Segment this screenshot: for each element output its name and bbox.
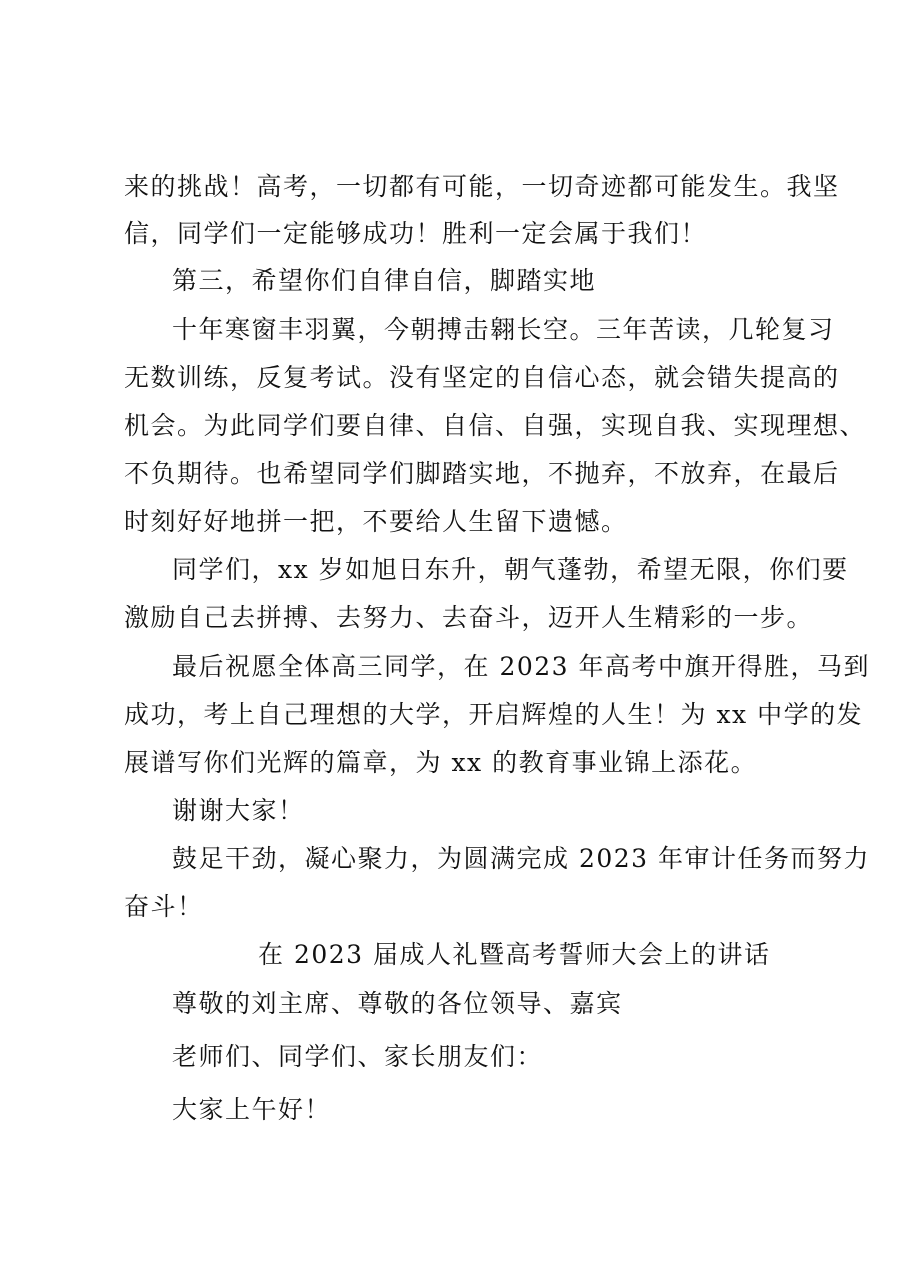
text-line: 激励自己去拼搏、去努力、去奋斗，迈开人生精彩的一步。 — [124, 603, 814, 632]
text-line: 奋斗！ — [124, 892, 204, 921]
text-line: 无数训练，反复考试。没有坚定的自信心态，就会错失提高的 — [124, 363, 840, 392]
text-line: 鼓足干劲，凝心聚力，为圆满完成 2023 年审计任务而努力 — [172, 844, 871, 873]
text-line: 展谱写你们光辉的篇章，为 xx 的教育事业锦上添花。 — [124, 748, 758, 777]
text-line: 不负期待。也希望同学们脚踏实地，不抛弃，不放弃，在最后 — [124, 459, 840, 488]
salutation-line: 老师们、同学们、家长朋友们： — [172, 1042, 544, 1071]
text-line: 来的挑战！高考，一切都有可能，一切奇迹都可能发生。我坚 — [124, 172, 840, 201]
text-line: 信，同学们一定能够成功！胜利一定会属于我们！ — [124, 219, 708, 248]
text-line: 谢谢大家！ — [172, 796, 305, 825]
text-line: 机会。为此同学们要自律、自信、自强，实现自我、实现理想、 — [124, 411, 867, 440]
salutation-line: 尊敬的刘主席、尊敬的各位领导、嘉宾 — [172, 989, 623, 1018]
text-line: 同学们，xx 岁如旭日东升，朝气蓬勃，希望无限，你们要 — [172, 555, 849, 584]
text-line: 时刻好好地拼一把，不要给人生留下遗憾。 — [124, 507, 628, 536]
speech-title: 在 2023 届成人礼暨高考誓师大会上的讲话 — [258, 940, 771, 969]
section-heading: 第三，希望你们自律自信，脚踏实地 — [172, 266, 597, 295]
text-line: 最后祝愿全体高三同学，在 2023 年高考中旗开得胜，马到 — [172, 652, 871, 681]
text-line: 十年寒窗丰羽翼，今朝搏击翱长空。三年苦读，几轮复习 — [172, 315, 835, 344]
text-line: 成功，考上自己理想的大学，开启辉煌的人生！为 xx 中学的发 — [124, 700, 864, 729]
greeting-line: 大家上午好！ — [172, 1095, 332, 1124]
